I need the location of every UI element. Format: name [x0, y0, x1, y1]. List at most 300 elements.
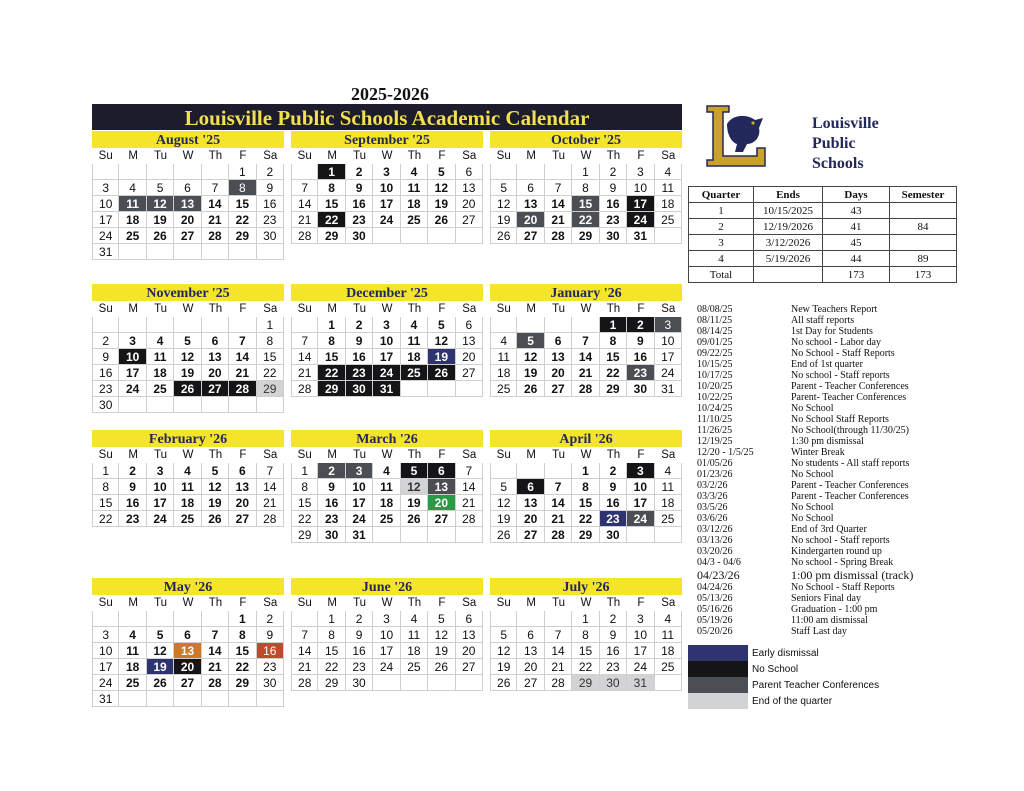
events-list	[697, 304, 957, 637]
event-row	[697, 403, 957, 414]
calendar-day: 27	[456, 365, 483, 381]
empty-day-cell	[119, 611, 146, 627]
calendar-day: 20	[428, 495, 455, 511]
calendar-day: 19	[401, 495, 428, 511]
calendar-day: 10	[92, 643, 119, 659]
calendar-day: 9	[119, 479, 146, 495]
empty-day-cell	[373, 527, 400, 543]
quarter-table-row	[689, 267, 957, 283]
weekday-label: F	[637, 449, 645, 461]
calendar-day: 25	[119, 228, 146, 244]
calendar-day: 28	[202, 228, 229, 244]
calendar-day: 14	[545, 196, 572, 212]
empty-day-cell	[428, 381, 455, 397]
event-date: 12/19/25	[697, 436, 733, 447]
calendar-day: 7	[545, 180, 572, 196]
district-logo-icon	[703, 104, 771, 168]
calendar-day: 15	[291, 495, 318, 511]
calendar-day: 7	[202, 180, 229, 196]
calendar-day: 6	[428, 463, 455, 479]
calendar-day: 21	[572, 365, 599, 381]
calendar-day: 22	[572, 659, 599, 675]
calendar-day: 25	[401, 659, 428, 675]
calendar-day: 24	[627, 212, 654, 228]
calendar-day: 26	[428, 365, 455, 381]
event-row	[697, 535, 957, 546]
calendar-day: 14	[202, 643, 229, 659]
event-description: Seniors Final day	[791, 593, 861, 604]
calendar-day: 4	[373, 463, 400, 479]
legend-item	[688, 677, 948, 693]
calendar-day: 4	[655, 463, 682, 479]
calendar-day: 22	[318, 365, 345, 381]
calendar-day: 16	[600, 196, 627, 212]
weekday-label: Sa	[661, 150, 676, 162]
weekday-label: F	[239, 449, 247, 461]
calendar-day: 17	[346, 495, 373, 511]
weekday-label: W	[381, 597, 393, 609]
calendar-day: 5	[428, 164, 455, 180]
weekday-label: Tu	[154, 150, 168, 162]
quarter-table-cell: 4	[689, 251, 754, 267]
weekday-label: Su	[496, 303, 511, 315]
weekday-label: Su	[297, 449, 312, 461]
quarter-table-row	[689, 219, 957, 235]
weekday-label: W	[580, 150, 592, 162]
calendar-day: 20	[174, 659, 201, 675]
calendar-day: 13	[202, 349, 229, 365]
calendar-day: 1	[600, 317, 627, 333]
calendar-day: 2	[600, 463, 627, 479]
calendar-day: 9	[600, 479, 627, 495]
quarter-table-cell	[754, 267, 823, 283]
event-description: Graduation - 1:00 pm	[791, 604, 878, 615]
calendar-day: 12	[174, 349, 201, 365]
district-name-line	[812, 114, 879, 174]
event-row	[697, 546, 957, 557]
calendar-day: 22	[291, 511, 318, 527]
empty-day-cell	[655, 675, 682, 691]
calendar-day: 3	[119, 333, 146, 349]
calendar-day: 5	[490, 180, 517, 196]
event-date: 08/11/25	[697, 315, 733, 326]
event-row	[697, 315, 957, 326]
weekday-label: Su	[98, 303, 113, 315]
weekday-label: Su	[98, 449, 113, 461]
weekday-label: Sa	[661, 303, 676, 315]
event-row	[697, 593, 957, 604]
legend	[688, 645, 948, 709]
calendar-day: 21	[545, 212, 572, 228]
calendar-day: 1	[572, 164, 599, 180]
month-title: August '25	[92, 131, 284, 148]
calendar-day: 19	[147, 659, 174, 675]
calendar-day: 17	[119, 365, 146, 381]
calendar-day: 25	[655, 659, 682, 675]
calendar-day: 12	[147, 196, 174, 212]
calendar-day: 12	[490, 196, 517, 212]
calendar-day: 5	[174, 333, 201, 349]
event-description: No School Staff Reports	[791, 414, 889, 425]
event-date: 10/24/25	[697, 403, 733, 414]
calendar-day: 22	[92, 511, 119, 527]
event-date: 10/17/25	[697, 370, 733, 381]
calendar-day: 7	[291, 180, 318, 196]
empty-day-cell	[174, 611, 201, 627]
event-description: New Teachers Report	[791, 304, 878, 315]
empty-day-cell	[456, 675, 483, 691]
calendar-day: 23	[627, 365, 654, 381]
event-date: 03/3/26	[697, 491, 728, 502]
event-description: 1:30 pm dismissal	[791, 436, 864, 447]
event-date: 04/3 - 04/6	[697, 557, 741, 568]
calendar-day: 6	[517, 479, 544, 495]
empty-day-cell	[202, 691, 229, 707]
empty-day-cell	[174, 397, 201, 413]
weekday-label: Sa	[462, 449, 477, 461]
calendar-day: 4	[401, 317, 428, 333]
calendar-day: 7	[572, 333, 599, 349]
calendar-day: 11	[147, 349, 174, 365]
weekday-label: W	[580, 597, 592, 609]
empty-day-cell	[229, 317, 256, 333]
calendar-day: 21	[291, 212, 318, 228]
calendar-day: 23	[346, 365, 373, 381]
weekday-label: Sa	[462, 150, 477, 162]
calendar-day: 5	[428, 611, 455, 627]
weekday-label: M	[327, 150, 337, 162]
calendar-day: 13	[456, 627, 483, 643]
empty-day-cell	[119, 244, 146, 260]
month-7	[291, 430, 483, 543]
empty-day-cell	[174, 244, 201, 260]
calendar-day: 11	[401, 180, 428, 196]
calendar-day: 28	[229, 381, 256, 397]
calendar-day: 20	[456, 349, 483, 365]
calendar-day: 24	[92, 675, 119, 691]
calendar-day: 30	[627, 381, 654, 397]
calendar-day: 19	[490, 511, 517, 527]
calendar-day: 23	[346, 212, 373, 228]
calendar-day: 31	[655, 381, 682, 397]
calendar-day: 15	[572, 495, 599, 511]
calendar-day: 10	[373, 333, 400, 349]
empty-day-cell	[401, 675, 428, 691]
legend-item	[688, 645, 948, 661]
weekday-label: W	[381, 150, 393, 162]
event-date: 01/23/26	[697, 469, 733, 480]
calendar-day: 18	[401, 643, 428, 659]
weekday-label: M	[128, 597, 138, 609]
calendar-day: 4	[490, 333, 517, 349]
calendar-day: 26	[428, 212, 455, 228]
calendar-day: 20	[229, 495, 256, 511]
calendar-day: 29	[257, 381, 284, 397]
calendar-day: 17	[627, 495, 654, 511]
calendar-day: 11	[655, 627, 682, 643]
empty-day-cell	[174, 317, 201, 333]
calendar-day: 7	[291, 627, 318, 643]
weekday-label: F	[438, 597, 446, 609]
event-description: No School	[791, 403, 834, 414]
calendar-day: 27	[202, 381, 229, 397]
event-description: No students - All staff reports	[791, 458, 910, 469]
month-9	[92, 578, 284, 707]
quarter-table-header	[689, 187, 957, 203]
empty-day-cell	[202, 317, 229, 333]
legend-label: End of the quarter	[752, 696, 833, 707]
quarter-table-cell: 10/15/2025	[754, 203, 823, 219]
quarter-table-cell: 3/12/2026	[754, 235, 823, 251]
calendar-day: 2	[119, 463, 146, 479]
calendar-day: 11	[119, 643, 146, 659]
calendar-day: 26	[490, 527, 517, 543]
calendar-day: 13	[517, 196, 544, 212]
calendar-day: 23	[346, 659, 373, 675]
calendar-day: 13	[174, 643, 201, 659]
weekday-label: M	[128, 449, 138, 461]
event-date: 04/24/26	[697, 582, 733, 593]
calendar-day: 19	[428, 349, 455, 365]
weekday-label: W	[182, 449, 194, 461]
calendar-day: 29	[318, 228, 345, 244]
calendar-day: 15	[318, 643, 345, 659]
event-row	[697, 557, 957, 568]
month-grid	[291, 447, 483, 543]
calendar-day: 27	[517, 675, 544, 691]
legend-label: No School	[752, 664, 799, 675]
calendar-day: 6	[174, 627, 201, 643]
event-date: 03/13/26	[697, 535, 733, 546]
calendar-day: 2	[318, 463, 345, 479]
calendar-day: 14	[229, 349, 256, 365]
calendar-day: 2	[257, 164, 284, 180]
weekday-label: Tu	[154, 449, 168, 461]
calendar-day: 27	[456, 659, 483, 675]
weekday-label: Su	[297, 303, 312, 315]
empty-day-cell	[257, 244, 284, 260]
calendar-day: 27	[456, 212, 483, 228]
event-row	[697, 502, 957, 513]
calendar-day: 11	[655, 180, 682, 196]
event-row	[697, 447, 957, 458]
calendar-day: 20	[517, 212, 544, 228]
calendar-day: 14	[202, 196, 229, 212]
calendar-day: 1	[229, 164, 256, 180]
empty-day-cell	[572, 317, 599, 333]
calendar-day: 28	[545, 527, 572, 543]
month-grid	[490, 447, 682, 543]
calendar-day: 19	[174, 365, 201, 381]
calendar-day: 1	[318, 317, 345, 333]
calendar-day: 3	[373, 164, 400, 180]
calendar-day: 18	[401, 349, 428, 365]
event-row	[697, 582, 957, 593]
calendar-day: 15	[229, 196, 256, 212]
calendar-day: 14	[291, 643, 318, 659]
event-description: Kindergarten round up	[791, 546, 882, 557]
calendar-day: 21	[545, 511, 572, 527]
calendar-day: 6	[517, 627, 544, 643]
empty-day-cell	[229, 244, 256, 260]
calendar-day: 8	[572, 180, 599, 196]
calendar-day: 18	[119, 212, 146, 228]
weekday-label: F	[239, 303, 247, 315]
calendar-day: 24	[119, 381, 146, 397]
weekday-label: Tu	[353, 303, 367, 315]
calendar-day: 19	[490, 659, 517, 675]
weekday-label: M	[128, 150, 138, 162]
calendar-day: 9	[257, 180, 284, 196]
calendar-day: 25	[174, 511, 201, 527]
empty-day-cell	[655, 228, 682, 244]
weekday-label: W	[182, 150, 194, 162]
calendar-day: 24	[627, 511, 654, 527]
quarter-table-cell: 3	[689, 235, 754, 251]
calendar-day: 28	[545, 228, 572, 244]
calendar-day: 5	[147, 180, 174, 196]
calendar-day: 13	[229, 479, 256, 495]
calendar-day: 18	[174, 495, 201, 511]
calendar-day: 4	[655, 164, 682, 180]
calendar-day: 17	[627, 196, 654, 212]
calendar-day: 30	[346, 228, 373, 244]
calendar-day: 1	[92, 463, 119, 479]
weekday-label: Su	[496, 150, 511, 162]
event-date: 08/08/25	[697, 304, 733, 315]
weekday-label: M	[526, 597, 536, 609]
empty-day-cell	[401, 527, 428, 543]
calendar-day: 15	[229, 643, 256, 659]
calendar-day: 2	[600, 164, 627, 180]
month-2	[490, 131, 682, 244]
calendar-day: 21	[545, 659, 572, 675]
calendar-day: 19	[517, 365, 544, 381]
calendar-day: 31	[373, 381, 400, 397]
weekday-label: Tu	[552, 150, 566, 162]
event-description: End of 3rd Quarter	[791, 524, 867, 535]
calendar-day: 1	[229, 611, 256, 627]
weekday-label: F	[637, 303, 645, 315]
empty-day-cell	[545, 317, 572, 333]
calendar-day: 29	[291, 527, 318, 543]
weekday-label: W	[580, 449, 592, 461]
calendar-day: 23	[257, 659, 284, 675]
weekday-label: Sa	[263, 303, 278, 315]
calendar-day: 31	[92, 244, 119, 260]
event-description: No school - Labor day	[791, 337, 881, 348]
calendar-day: 9	[92, 349, 119, 365]
calendar-day: 20	[456, 643, 483, 659]
calendar-day: 23	[257, 212, 284, 228]
calendar-day: 6	[545, 333, 572, 349]
calendar-day: 24	[655, 365, 682, 381]
quarter-table-cell: 2	[689, 219, 754, 235]
legend-label: Parent Teacher Conferences	[752, 680, 880, 691]
legend-swatch	[688, 677, 748, 693]
weekday-label: Sa	[263, 150, 278, 162]
month-grid	[291, 595, 483, 691]
weekday-label: Tu	[353, 597, 367, 609]
weekday-label: M	[526, 449, 536, 461]
weekday-label: Su	[297, 150, 312, 162]
calendar-day: 11	[373, 479, 400, 495]
quarter-table-cell	[890, 235, 957, 251]
empty-day-cell	[147, 397, 174, 413]
calendar-day: 21	[202, 212, 229, 228]
calendar-day: 12	[147, 643, 174, 659]
month-3	[92, 284, 284, 413]
calendar-day: 31	[627, 675, 654, 691]
event-description: No school - Staff reports	[791, 370, 890, 381]
event-date: 09/01/25	[697, 337, 733, 348]
calendar-day: 27	[229, 511, 256, 527]
calendar-day: 25	[655, 212, 682, 228]
month-title: February '26	[92, 430, 284, 447]
quarter-table-heading: Ends	[754, 187, 823, 203]
weekday-label: Su	[297, 597, 312, 609]
empty-day-cell	[655, 527, 682, 543]
month-title: May '26	[92, 578, 284, 595]
calendar-day: 1	[572, 463, 599, 479]
event-date: 05/20/26	[697, 626, 733, 637]
calendar-day: 21	[202, 659, 229, 675]
weekday-label: Th	[208, 303, 223, 315]
calendar-day: 10	[92, 196, 119, 212]
weekday-label: Tu	[552, 303, 566, 315]
weekday-label: Th	[606, 150, 621, 162]
weekday-label: Su	[496, 449, 511, 461]
calendar-day: 24	[627, 659, 654, 675]
event-description: No School	[791, 513, 834, 524]
calendar-day: 18	[490, 365, 517, 381]
calendar-day: 20	[517, 511, 544, 527]
month-grid	[92, 595, 284, 707]
calendar-day: 5	[428, 317, 455, 333]
weekday-label: M	[526, 303, 536, 315]
calendar-day: 2	[257, 611, 284, 627]
calendar-day: 15	[600, 349, 627, 365]
empty-day-cell	[257, 691, 284, 707]
calendar-day: 28	[291, 381, 318, 397]
calendar-day: 9	[318, 479, 345, 495]
calendar-day: 17	[147, 495, 174, 511]
calendar-day: 21	[291, 365, 318, 381]
calendar-day: 8	[600, 333, 627, 349]
weekday-label: M	[327, 597, 337, 609]
month-5	[490, 284, 682, 397]
weekday-label: Sa	[263, 449, 278, 461]
calendar-day: 2	[627, 317, 654, 333]
calendar-day: 4	[655, 611, 682, 627]
calendar-day: 22	[572, 212, 599, 228]
event-row	[697, 626, 957, 637]
event-date: 05/19/26	[697, 615, 733, 626]
empty-day-cell	[202, 164, 229, 180]
calendar-day: 3	[627, 463, 654, 479]
calendar-day: 2	[92, 333, 119, 349]
weekday-label: W	[381, 303, 393, 315]
event-description: End of 1st quarter	[791, 359, 863, 370]
calendar-day: 10	[373, 180, 400, 196]
event-description: Staff Last day	[791, 626, 847, 637]
calendar-day: 17	[373, 196, 400, 212]
calendar-day: 4	[174, 463, 201, 479]
calendar-day: 18	[655, 643, 682, 659]
calendar-day: 10	[346, 479, 373, 495]
calendar-day: 9	[627, 333, 654, 349]
month-8	[490, 430, 682, 543]
